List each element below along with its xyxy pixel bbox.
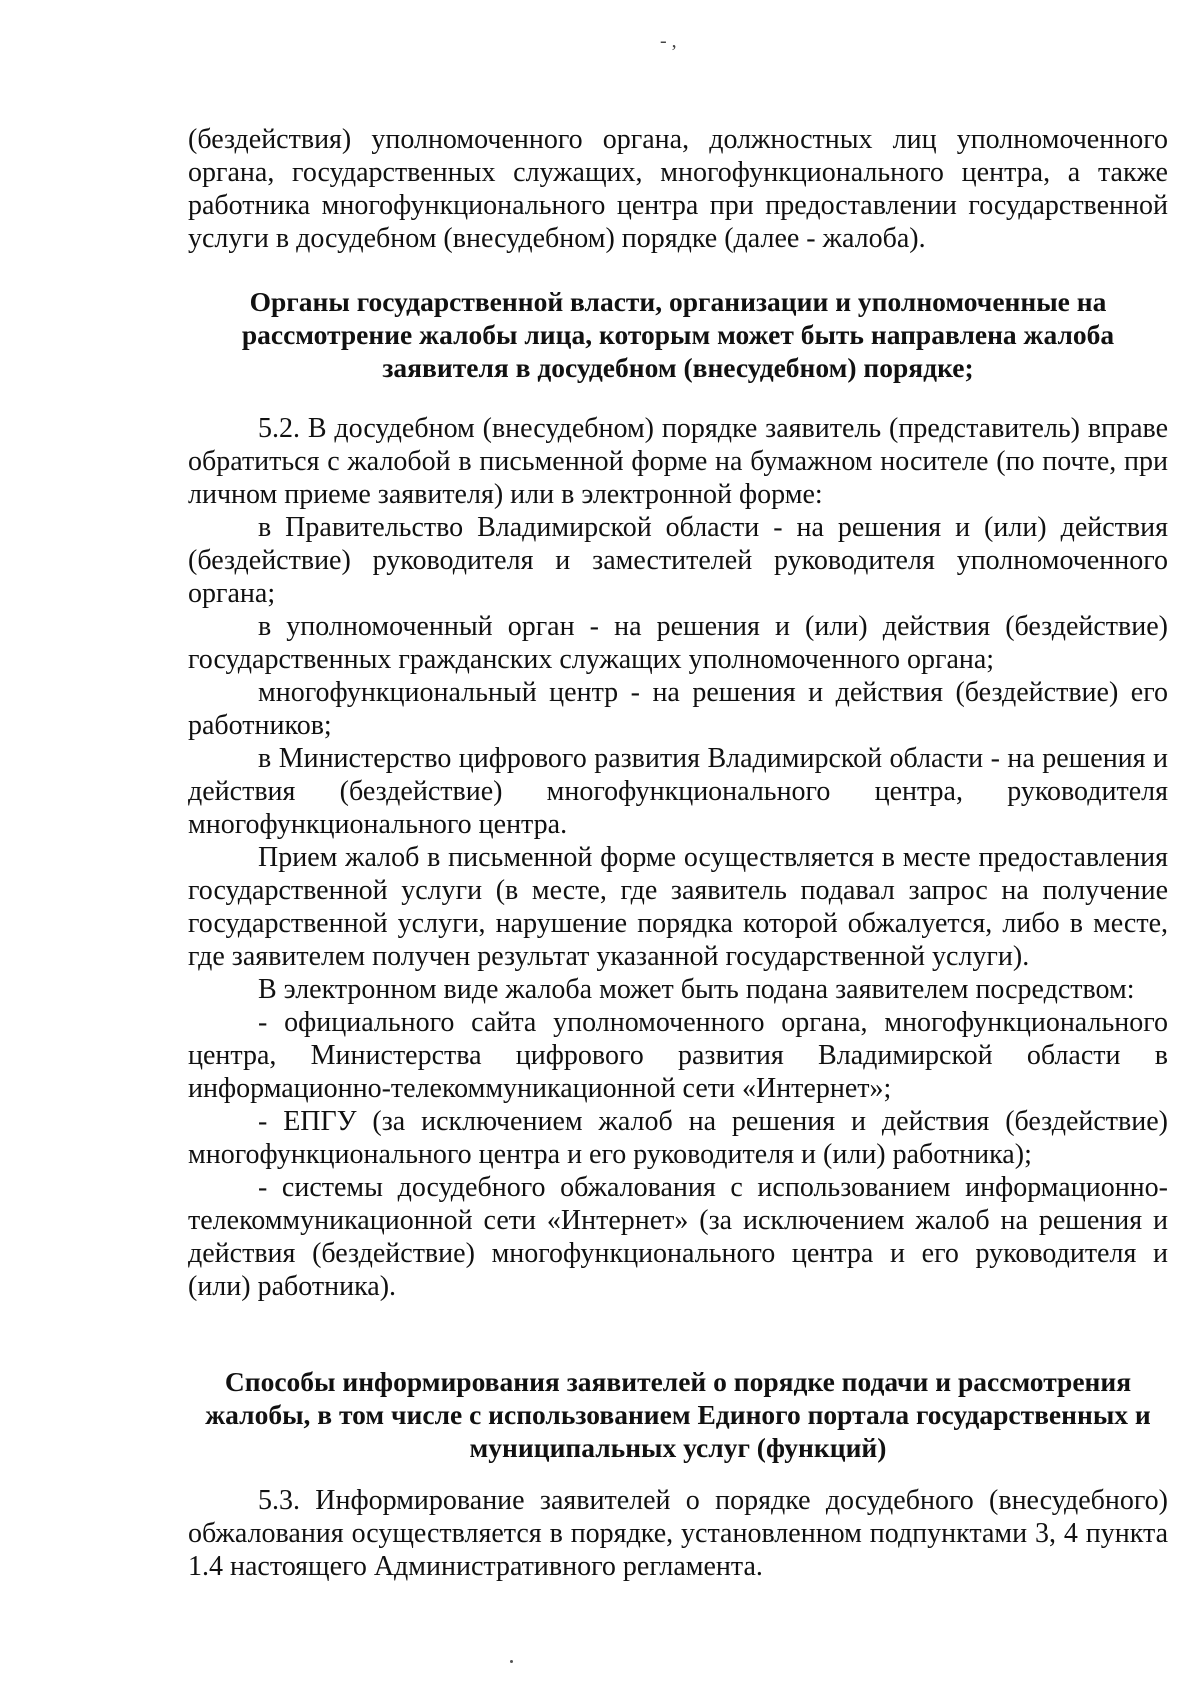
paragraph-5-2: 5.2. В досудебном (внесудебном) порядке заявитель (представитель) вправе обратиться с жалобой в письменной форме на бумажном носителе (по почте, при личном приеме заявителя) или в электронной форме: <box>188 413 1168 510</box>
paragraph-written-complaints: Прием жалоб в письменной форме осуществляется в месте предоставления государственной услуги (в месте, где заявитель подавал запрос на получение государственной услуги, нарушение порядка которой обжалуется, либо в месте, где заявителем получен результат указанной государственной услуги). <box>188 842 1168 972</box>
list-item-epgu: - ЕПГУ (за исключением жалоб на решения и действия (бездействие) многофункционального центра и его руководителя и (или) работника); <box>188 1106 1168 1170</box>
list-item-pretrial-system: - системы досудебного обжалования с использованием информационно-телекоммуникационной сети «Интернет» (за исключением жалоб на решения и действия (бездействие) многофункционального центра и его руководителя и (или) работника). <box>188 1172 1168 1302</box>
scan-dot <box>510 1660 513 1663</box>
section-heading-complaint-bodies: Органы государственной власти, организации и уполномоченные на рассмотрение жалобы лица, которым может быть направлена жалоба заявителя в досудебном (внесудебном) порядке; <box>241 286 1115 383</box>
paragraph-authorized-body: в уполномоченный орган - на решения и (или) действия (бездействие) государственных гражданских служащих уполномоченного органа; <box>188 611 1168 675</box>
paragraph-government: в Правительство Владимирской области - на решения и (или) действия (бездействие) руководителя и заместителей руководителя уполномоченного органа; <box>188 512 1168 609</box>
document-body <box>188 123 1168 1583</box>
list-item-official-site: - официального сайта уполномоченного органа, многофункционального центра, Министерства цифрового развития Владимирской области в информационно-телекоммуникационной сети «Интернет»; <box>188 1007 1168 1104</box>
page-number-mark: - , <box>660 30 677 52</box>
intro-paragraph: (бездействия) уполномоченного органа, должностных лиц уполномоченного органа, государственных служащих, многофункционального центра, а также работника многофункционального центра при предоставлении государственной услуги в досудебном (внесудебном) порядке (далее - жалоба). <box>188 124 1168 254</box>
paragraph-electronic-complaints: В электронном виде жалоба может быть подана заявителем посредством: <box>258 974 1135 1005</box>
section-heading-informing-methods: Способы информирования заявителей о порядке подачи и рассмотрения жалобы, в том числе с использованием Единого портала государственных и муниципальных услуг (функций) <box>205 1366 1151 1463</box>
paragraph-5-3: 5.3. Информирование заявителей о порядке досудебного (внесудебного) обжалования осуществляется в порядке, установленном подпунктами 3, 4 пункта 1.4 настоящего Административного регламента. <box>188 1485 1168 1582</box>
paragraph-ministry: в Министерство цифрового развития Владимирской области - на решения и действия (бездействие) многофункционального центра, руководителя многофункционального центра. <box>188 743 1168 840</box>
paragraph-mfc: многофункциональный центр - на решения и действия (бездействие) его работников; <box>188 677 1168 741</box>
